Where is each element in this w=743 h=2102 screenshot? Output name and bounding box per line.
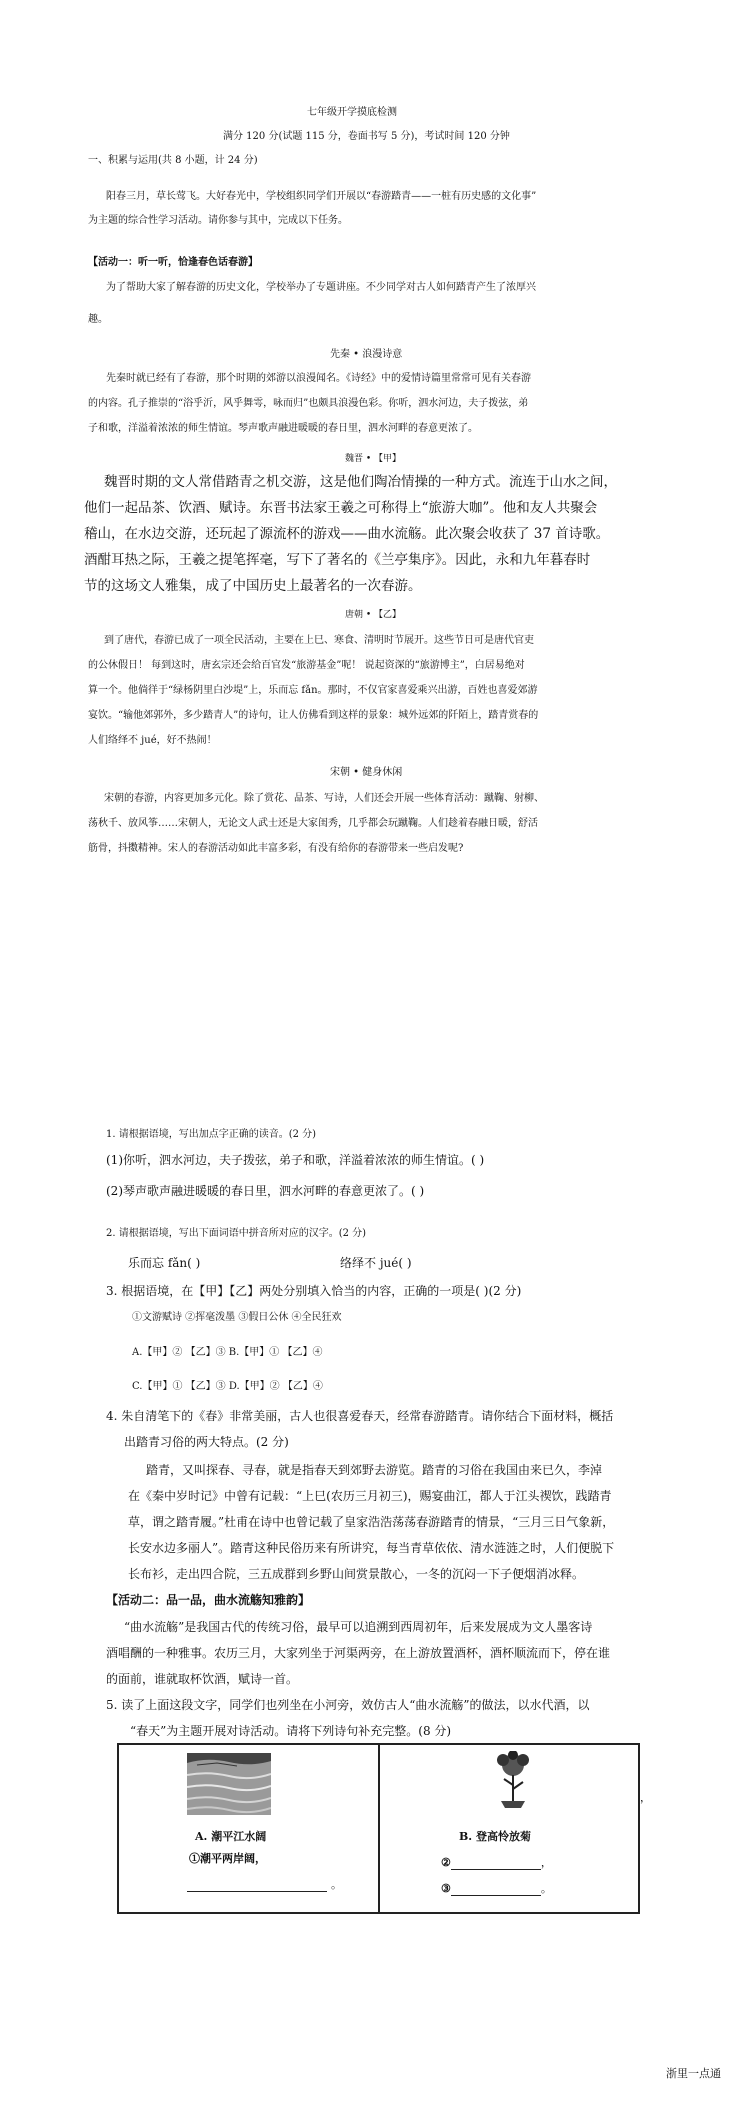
paragraph-line: “曲水流觞”是我国古代的传统习俗，最早可以追溯到西周初年，后来发展成为文人墨客诗 <box>124 1620 593 1634</box>
box-b-blank-2[interactable] <box>451 1859 541 1870</box>
box-a-blank[interactable] <box>187 1877 327 1892</box>
question-3-choices: A.【甲】② 【乙】③ B.【甲】① 【乙】④ <box>132 1347 323 1358</box>
paragraph-line: 到了唐代，春游已成了一项全民活动，主要在上巳、寒食、清明时节展开。这些节日可是唐代官吏 <box>104 635 534 646</box>
box-a-line-1: ①潮平两岸阔， <box>189 1852 266 1865</box>
paragraph-line: 子和歌，洋溢着浓浓的师生情谊。琴声歌声融进暖暖的春日里，泗水河畔的春意更浓了。 <box>88 423 478 434</box>
box-b-blank-3[interactable] <box>451 1885 541 1896</box>
paragraph-line: 的面前，谁就取杯饮酒，赋诗一首。 <box>106 1672 299 1686</box>
chrysanthemum-picture <box>491 1751 535 1809</box>
paragraph-line: 宴饮。“输他郊郭外，多少踏青人”的诗句，让人仿佛看到这样的景象：城外远郊的阡陌上，踏青赏春的 <box>88 710 539 721</box>
stray-comma: ， <box>640 1791 651 1804</box>
paragraph-line: 的内容。孔子推崇的“浴乎沂，风乎舞雩，咏而归”也颇具浪漫色彩。你听，泗水河边，夫子拨弦，弟 <box>88 398 529 409</box>
paragraph-line: 筋骨，抖擞精神。宋人的春游活动如此丰富多彩，有没有给你的春游带来一些启发呢? <box>88 843 464 854</box>
subheading-weijin: 魏晋 • 【甲】 <box>345 454 402 464</box>
paragraph-line: 他们一起品茶、饮酒、赋诗。东晋书法家王羲之可称得上“旅游大咖”。他和友人共聚会 <box>84 500 598 516</box>
footer-watermark: 浙里一点通 <box>666 2067 721 2080</box>
question-5: “春天”为主题开展对诗活动。请将下列诗句补充完整。(8 分) <box>130 1724 452 1738</box>
paragraph-line: 宋朝的春游，内容更加多元化。除了赏花、品茶、写诗，人们还会开展一些体育活动：蹴鞠、射柳、 <box>104 793 544 804</box>
box-a-title: A. 潮平江水阔 <box>195 1830 267 1843</box>
material-line: 长布衫，走出四合院，三五成群到乡野山间赏景散心，一冬的沉闷一下子便烟消冰释。 <box>128 1567 585 1581</box>
river-picture <box>187 1753 271 1815</box>
page-subtitle: 满分 120 分(试题 115 分，卷面书写 5 分)，考试时间 120 分钟 <box>223 131 510 142</box>
question-3-choices: C.【甲】① 【乙】③ D.【甲】② 【乙】④ <box>132 1381 323 1392</box>
paragraph-line: 酒酣耳热之际，王羲之提笔挥毫，写下了著名的《兰亭集序》。因此，永和九年暮春时 <box>84 552 591 568</box>
box-b-line-3: ③ 。 <box>441 1882 552 1895</box>
period-mark: 。 <box>331 1878 342 1891</box>
paragraph-line: 节的这场文人雅集，成了中国历史上最著名的一次春游。 <box>84 578 422 594</box>
question-3-options: ①文游赋诗 ②挥毫泼墨 ③假日公休 ④全民狂欢 <box>132 1312 342 1323</box>
paragraph-line: 算一个。他倘徉于“绿杨阴里白沙堤”上，乐而忘 fǎn。那时，不仅官家喜爱乘兴出游，百姓也喜爱郊游 <box>88 685 538 696</box>
material-line: 踏青，又叫探春、寻春，就是指春天到郊野去游览。踏青的习俗在我国由来已久，李淖 <box>146 1463 603 1477</box>
intro-line: 阳春三月，草长莺飞。大好春光中，学校组织同学们开展以“春游踏青——一桩有历史感的文化事” <box>106 191 537 202</box>
subheading-xianqin: 先秦 • 浪漫诗意 <box>330 349 403 360</box>
question-2: 2. 请根据语境，写出下面词语中拼音所对应的汉字。(2 分) <box>106 1228 367 1239</box>
paragraph-line: 趣。 <box>88 314 108 325</box>
material-line: 草，谓之踏青履。”杜甫在诗中也曾记载了皇家浩浩荡荡春游踏青的情景，“三月三日气象新， <box>128 1515 615 1529</box>
question-3: 3. 根据语境，在【甲】【乙】两处分别填入恰当的内容，正确的一项是( )(2 分) <box>106 1284 522 1298</box>
poem-box <box>117 1743 640 1914</box>
box-divider <box>378 1745 380 1912</box>
material-line: 长安水边多丽人”。踏青这种民俗历来有所讲究，每当青草依依、清水涟涟之时，人们便脱下 <box>128 1541 615 1555</box>
paragraph-line: 人们络绎不 jué，好不热闹！ <box>88 735 217 746</box>
page-title: 七年级开学摸底检测 <box>307 107 397 118</box>
box-b-title: B. 登高怜放菊 <box>459 1830 531 1843</box>
paragraph-line: 先秦时就已经有了春游，那个时期的郊游以浪漫闻名。《诗经》中的爱情诗篇里常常可见有关春游 <box>106 373 531 384</box>
subheading-tang: 唐朝 • 【乙】 <box>345 610 402 620</box>
box-b-line-2: ② ， <box>441 1856 552 1869</box>
question-4: 4. 朱自清笔下的《春》非常美丽，古人也很喜爱春天，经常春游踏青。请你结合下面材料，概括 <box>106 1409 614 1423</box>
question-1: 1. 请根据语境，写出加点字正确的读音。(2 分) <box>106 1129 317 1140</box>
subheading-song: 宋朝 • 健身休闲 <box>330 767 403 778</box>
paragraph-line: 酒唱酬的一种雅事。农历三月，大家列坐于河渠两旁，在上游放置酒杯，酒杯顺流而下，停在谁 <box>106 1646 611 1660</box>
question-1-part: (2)琴声歌声融进暖暖的春日里，泗水河畔的春意更浓了。( ) <box>106 1184 425 1198</box>
paragraph-line: 魏晋时期的文人常借踏青之机交游，这是他们陶冶情操的一种方式。流连于山水之间， <box>104 474 617 490</box>
question-1-part: (1)你听，泗水河边，夫子拨弦，弟子和歌，洋溢着浓浓的师生情谊。( ) <box>106 1153 485 1167</box>
intro-line: 为主题的综合性学习活动。请你参与其中，完成以下任务。 <box>88 215 348 226</box>
section-heading: 一、积累与运用(共 8 小题，计 24 分) <box>88 155 258 166</box>
paragraph-line: 的公休假日！ 每到这时，唐玄宗还会给百官发“旅游基金”呢！ 说起资深的“旅游博主”，白居易绝对 <box>88 660 525 671</box>
activity-heading: 【活动二：品一品，曲水流觞知雅韵】 <box>106 1593 311 1607</box>
question-4: 出踏青习俗的两大特点。(2 分) <box>124 1435 289 1449</box>
question-5: 5. 读了上面这段文字，同学们也列坐在小河旁，效仿古人“曲水流觞”的做法，以水代酒，以 <box>106 1698 590 1712</box>
material-line: 在《秦中岁时记》中曾有记载：“上巳(农历三月初三)，赐宴曲江，都人于江头禊饮，践踏青 <box>128 1489 612 1503</box>
paragraph-line: 稽山，在水边交游，还玩起了源流杯的游戏——曲水流觞。此次聚会收获了 37 首诗歌。 <box>84 526 610 542</box>
activity-heading: 【活动一：听一听，恰逢春色话春游】 <box>88 257 258 268</box>
paragraph-line: 荡秋千、放风筝……宋朝人，无论文人武士还是大家闺秀，几乎都会玩蹴鞠。人们趁着春融日暖，舒活 <box>88 818 538 829</box>
question-2-part: 络绎不 jué( ) <box>340 1256 412 1270</box>
paragraph-line: 为了帮助大家了解春游的历史文化，学校举办了专题讲座。不少同学对古人如何踏青产生了浓厚兴 <box>106 282 536 293</box>
question-2-part: 乐而忘 fǎn( ) <box>128 1256 201 1270</box>
